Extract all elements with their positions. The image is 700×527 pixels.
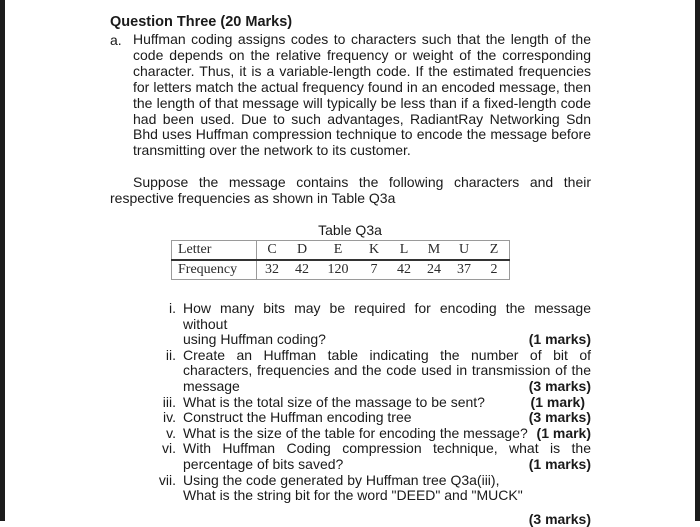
frequency-cell: 7 bbox=[370, 262, 378, 277]
suppose-paragraph: Suppose the message contains the following characters and their respective frequencies as shown in Table Q3a bbox=[110, 174, 591, 206]
question-list bbox=[150, 301, 591, 527]
marks-label: (3 marks) bbox=[528, 377, 591, 394]
frequency-cell: 24 bbox=[427, 262, 441, 277]
table-caption: Table Q3a bbox=[318, 222, 382, 238]
letter-cell: K bbox=[359, 241, 389, 261]
question-item bbox=[150, 426, 591, 442]
frequency-row bbox=[172, 260, 510, 280]
question-item bbox=[150, 441, 591, 472]
question-number: vii. bbox=[158, 471, 176, 488]
marks-label: (1 mark) bbox=[530, 393, 585, 410]
row-header-frequency: Frequency bbox=[172, 260, 257, 280]
left-dark-border bbox=[0, 0, 5, 521]
letter-cell: C bbox=[257, 241, 288, 261]
question-number: vi. bbox=[162, 440, 176, 457]
question-text: With Huffman Coding compression technique, what is the bbox=[183, 440, 591, 457]
letter-row bbox=[172, 241, 510, 261]
frequency-table bbox=[171, 240, 510, 280]
question-text: What is the total size of the massage to be sent? bbox=[183, 393, 485, 410]
question-item bbox=[150, 301, 591, 348]
marks-label: (3 marks) bbox=[528, 409, 591, 426]
question-text: What is the string bit for the word "DEED" and "MUCK" bbox=[183, 487, 523, 504]
question-item bbox=[150, 473, 591, 527]
question-number: v. bbox=[166, 424, 176, 441]
right-dark-border bbox=[695, 0, 700, 521]
part-label: a. bbox=[110, 32, 122, 48]
question-text: What is the size of the table for encoding the message? bbox=[183, 424, 528, 441]
question-number: iv. bbox=[163, 409, 176, 426]
question-heading: Question Three (20 Marks) bbox=[110, 14, 293, 30]
marks-label: (1 marks) bbox=[528, 331, 591, 348]
question-text: Construct the Huffman encoding tree bbox=[183, 409, 412, 426]
frequency-cell: 2 bbox=[490, 262, 498, 277]
question-text: using Huffman coding? bbox=[183, 331, 326, 348]
frequency-cell: 37 bbox=[457, 262, 471, 277]
letter-cell: D bbox=[287, 241, 317, 261]
question-item bbox=[150, 410, 591, 426]
frequency-cell: 42 bbox=[295, 262, 309, 277]
letter-cell: U bbox=[449, 241, 479, 261]
question-text: Create an Huffman table indicating the number of bit of characters, frequencies and the code used in transmission of the bbox=[183, 346, 591, 379]
question-number: iii. bbox=[162, 393, 176, 410]
marks-label: (1 mark) bbox=[536, 424, 591, 441]
question-number: i. bbox=[169, 300, 176, 316]
frequency-cell: 42 bbox=[397, 262, 411, 277]
question-item bbox=[150, 395, 591, 411]
letter-cell: L bbox=[389, 241, 419, 261]
letter-cell: E bbox=[317, 241, 359, 261]
row-header-letter: Letter bbox=[172, 241, 257, 261]
question-number: ii. bbox=[165, 346, 176, 363]
marks-label: (3 marks) bbox=[528, 510, 591, 527]
marks-label: (1 marks) bbox=[528, 455, 591, 472]
question-text: Using the code generated by Huffman tree Q3a(iii), bbox=[183, 471, 500, 488]
frequency-cell: 32 bbox=[265, 262, 279, 277]
question-text: message bbox=[183, 377, 240, 394]
question-item bbox=[150, 348, 591, 395]
question-text: How many bits may be required for encoding the message without bbox=[183, 300, 591, 332]
letter-cell: M bbox=[419, 241, 449, 261]
letter-cell: Z bbox=[479, 241, 510, 261]
intro-paragraph: Huffman coding assigns codes to characters such that the length of the code depends on the relative frequency or weight of the corresponding character. Thus, it is a variable-length code. If the estimated frequencies for letters match the actual frequency found in an encoded message, then the length of that message will typically be less than if a fixed-length code had been used. Due to such advantages, RadiantRay Networking Sdn Bhd uses Huffman compression technique to encode the message before transmitting over the network to its customer. bbox=[133, 31, 591, 159]
question-text: percentage of bits saved? bbox=[183, 455, 344, 472]
frequency-cell: 120 bbox=[327, 262, 349, 277]
